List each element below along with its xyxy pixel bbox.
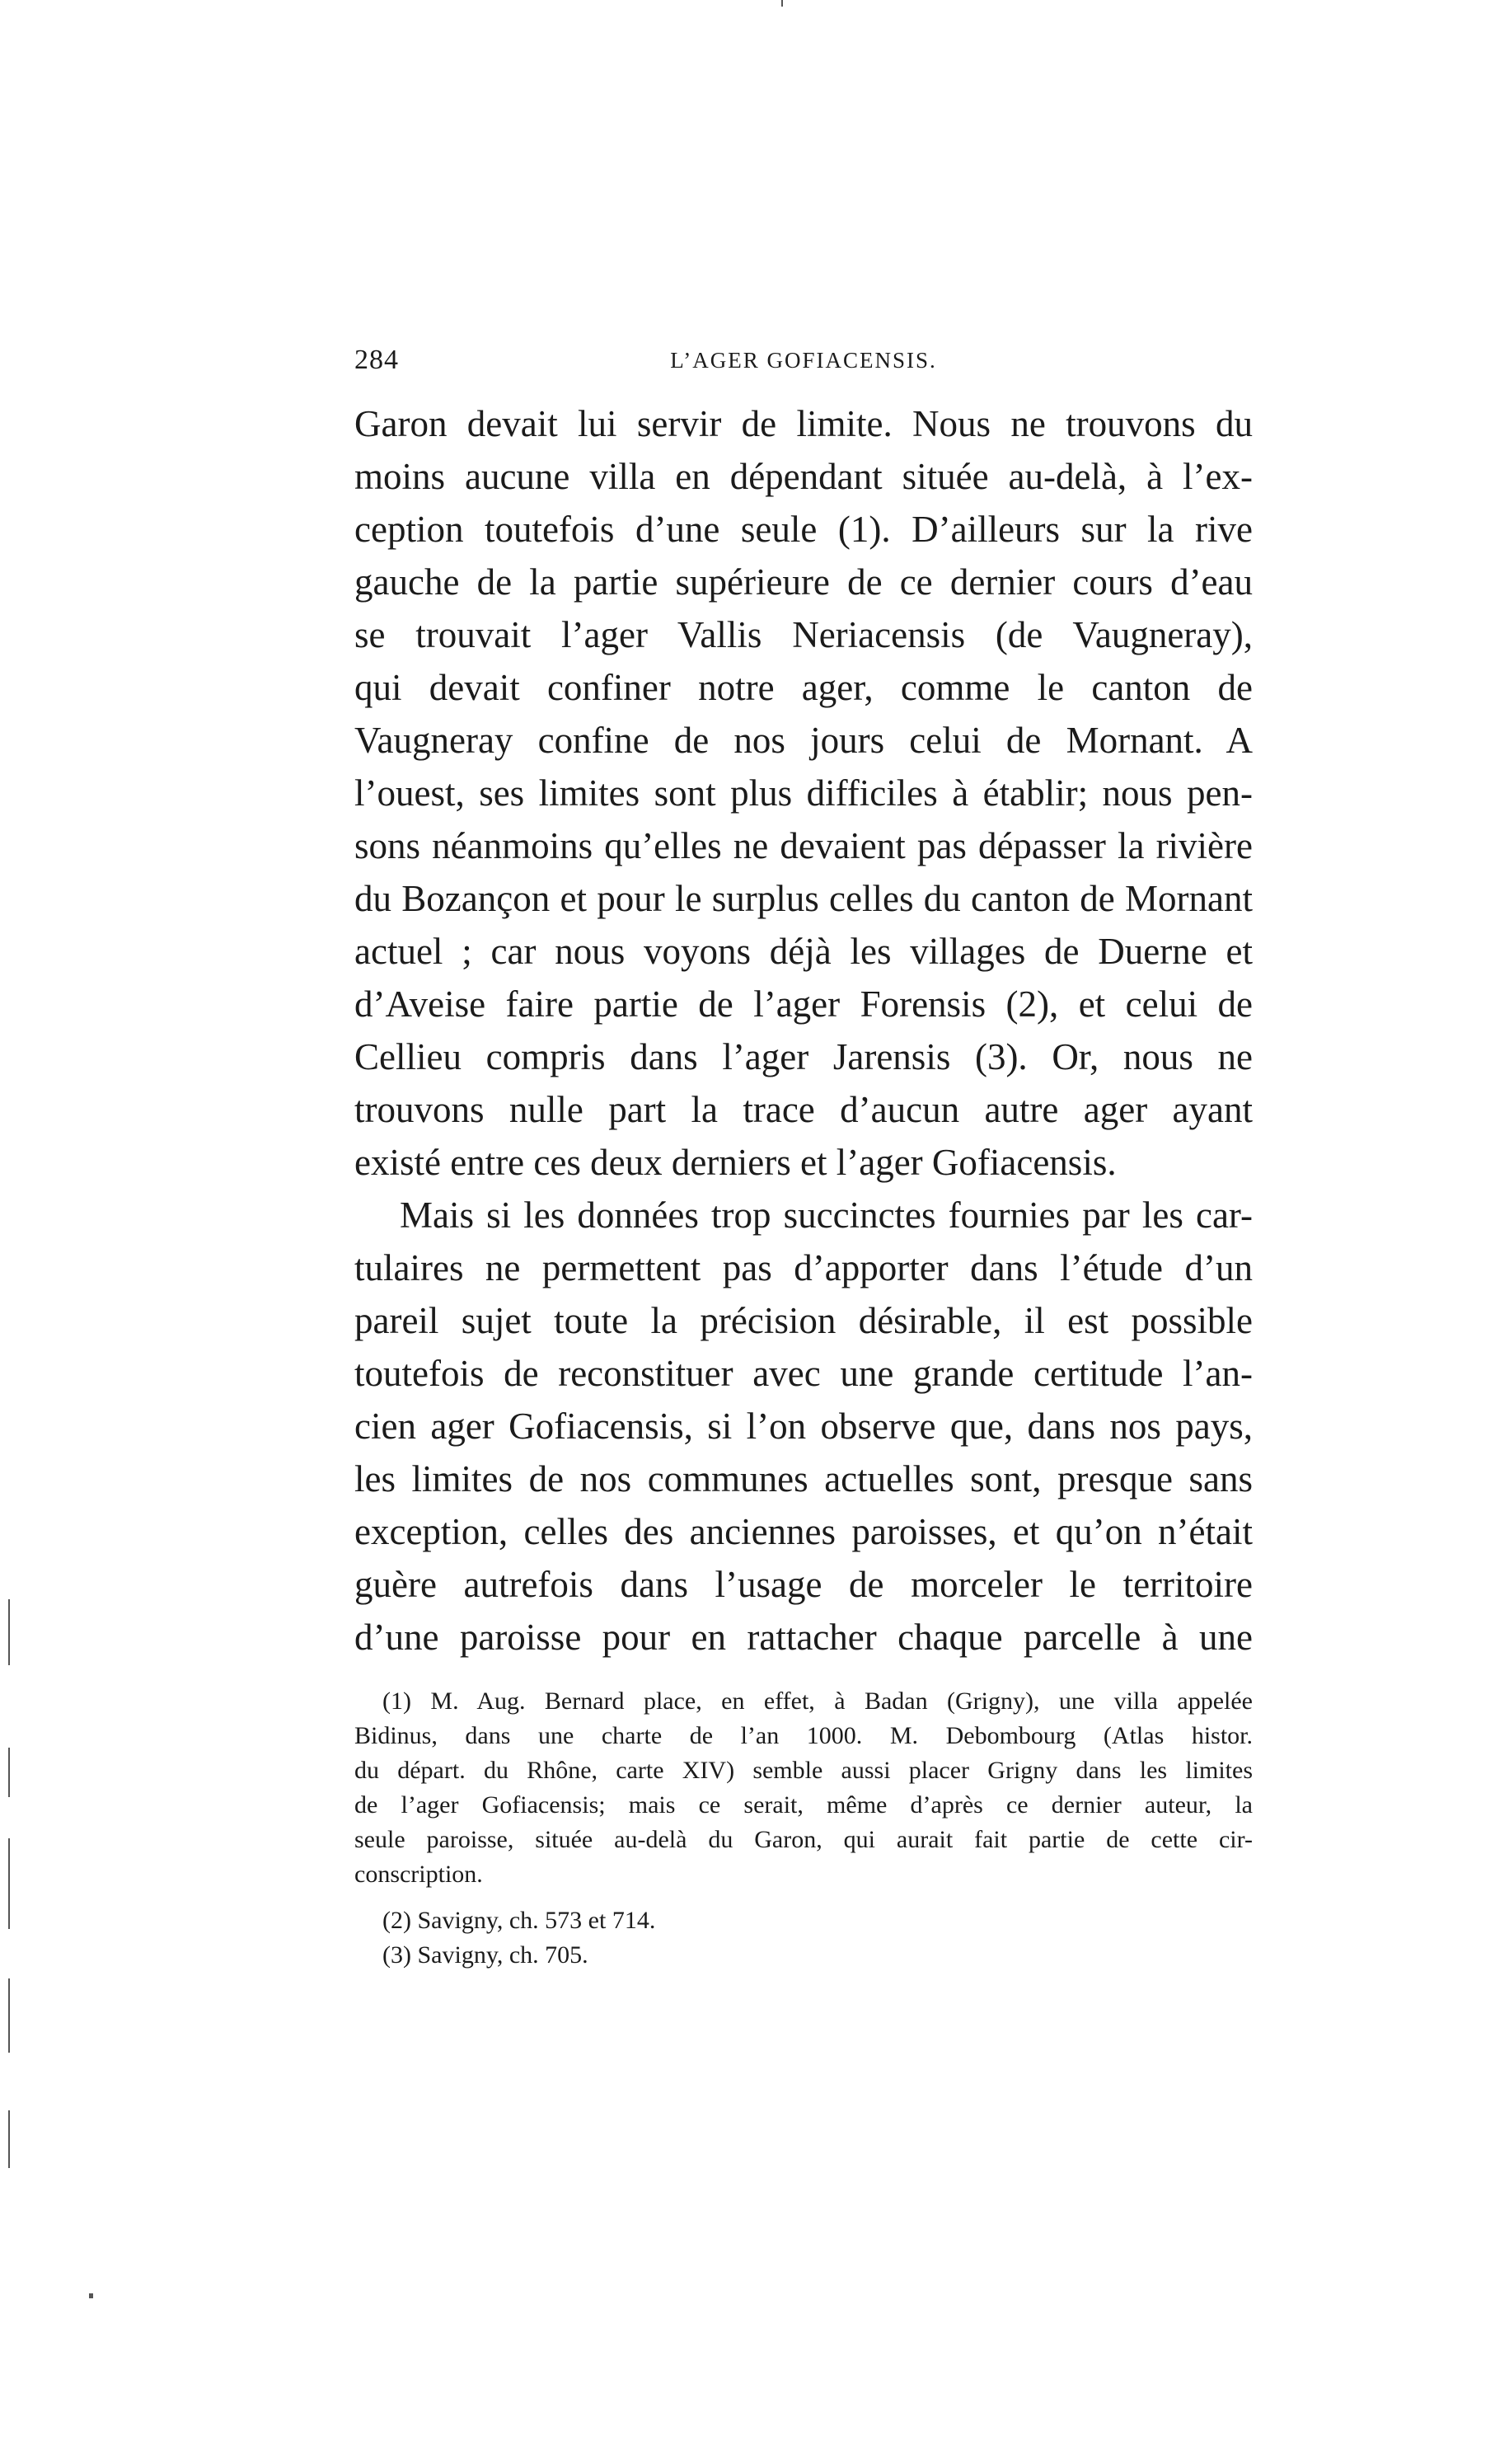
body-line: cien ager Gofiacensis, si l’on observe que, dans nos pays, [354,1406,1253,1447]
body-line: gauche de la partie supérieure de ce dernier cours d’eau [354,561,1253,603]
body-line: moins aucune villa en dépendant située au-delà, à l’ex- [354,456,1253,497]
page-number: 284 [354,345,399,375]
left-edge-mark [8,1599,10,1665]
body-line: Vaugneray confine de nos jours celui de Mornant. A [354,720,1253,761]
footnote-line: du départ. du Rhône, carte XIV) semble aussi placer Grigny dans les limites [354,1757,1253,1784]
left-edge-mark [8,1748,10,1797]
page-header [354,345,1253,387]
body-line: trouvons nulle part la trace d’aucun autre ager ayant [354,1089,1253,1130]
body-line: sons néanmoins qu’elles ne devaient pas dépasser la rivière [354,825,1253,866]
footnote-line: de l’ager Gofiacensis; mais ce serait, même d’après ce dernier auteur, la [354,1791,1253,1819]
body-line: se trouvait l’ager Vallis Neriacensis (de Vaugneray), [354,614,1253,655]
body-line: Cellieu compris dans l’ager Jarensis (3). Or, nous ne [354,1036,1253,1077]
top-edge-mark [781,0,783,7]
left-edge-mark [8,1838,10,1929]
footnote-line: seule paroisse, située au-delà du Garon, qui aurait fait partie de cette cir- [354,1826,1253,1853]
body-line: tulaires ne permettent pas d’apporter dans l’étude d’un [354,1247,1253,1288]
body-line: d’une paroisse pour en rattacher chaque parcelle à une [354,1617,1253,1658]
body-line: qui devait confiner notre ager, comme le canton de [354,667,1253,708]
body-line: existé entre ces deux derniers et l’ager Gofiacensis. [354,1142,1117,1183]
footnotes [354,1684,1253,1973]
running-head: L’AGER GOFIACENSIS. [670,348,937,373]
body-line: d’Aveise faire partie de l’ager Forensis (2), et celui de [354,983,1253,1025]
footnote-2: (2) Savigny, ch. 573 et 714. [382,1907,656,1934]
body-line: l’ouest, ses limites sont plus difficiles à établir; nous pen- [354,772,1253,814]
body-line: toutefois de reconstituer avec une grande certitude l’an- [354,1353,1253,1394]
left-edge-mark [8,2110,10,2168]
body-line: exception, celles des anciennes paroisses, et qu’on n’était [354,1511,1253,1552]
body-text [354,397,1253,1664]
footnote-line: conscription. [354,1861,483,1888]
footnote-1: (1) M. Aug. Bernard place, en effet, à Badan (Grigny), une villa appelée [382,1687,1253,1715]
body-line: les limites de nos communes actuelles sont, presque sans [354,1458,1253,1500]
body-line: pareil sujet toute la précision désirable, il est possible [354,1300,1253,1341]
footnote-3: (3) Savigny, ch. 705. [382,1941,588,1969]
body-line: Garon devait lui servir de limite. Nous ne trouvons du [354,403,1253,444]
body-line: du Bozançon et pour le surplus celles du canton de Mornant [354,878,1253,919]
footnote-line: Bidinus, dans une charte de l’an 1000. M. Debombourg (Atlas histor. [354,1722,1253,1749]
body-line: guère autrefois dans l’usage de morceler le territoire [354,1564,1253,1605]
body-line: actuel ; car nous voyons déjà les villages de Duerne et [354,931,1253,972]
body-line: Mais si les données trop succinctes fournies par les car- [400,1194,1253,1236]
body-line: ception toutefois d’une seule (1). D’ailleurs sur la rive [354,509,1253,550]
left-edge-mark [8,1978,10,2053]
left-edge-mark [89,2293,93,2298]
